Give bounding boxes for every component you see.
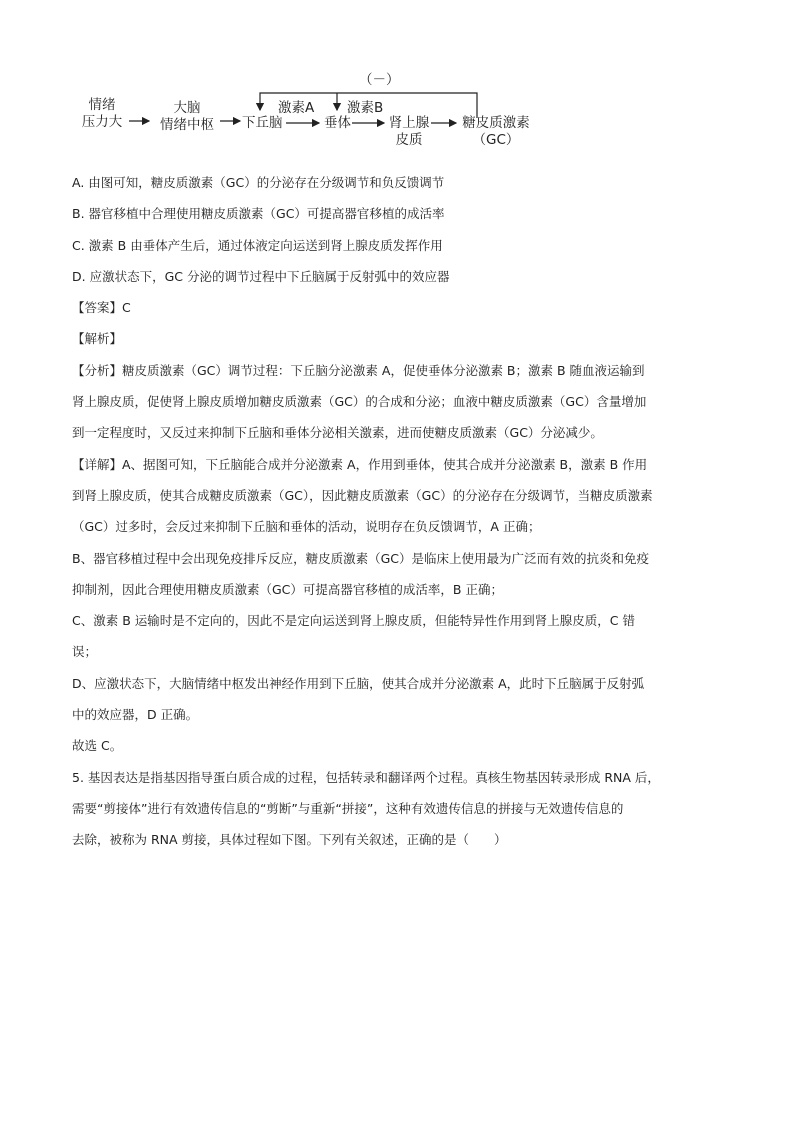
question5-line: 去除，被称为 RNA 剪接，具体过程如下图。下列有关叙述，正确的是（ ）	[72, 832, 507, 848]
analysis-line: D、应激状态下，大脑情绪中枢发出神经作用到下丘脑，使其合成并分泌激素 A，此时下丘脑属于反射弧	[72, 675, 645, 691]
label-hormone-b: 激素B	[347, 100, 384, 116]
node-gc: 糖皮质激素 （GC）	[462, 115, 530, 148]
analysis-line: 误；	[72, 644, 98, 660]
analysis-line: B、器官移植过程中会出现免疫排斥反应，糖皮质激素（GC）是临床上使用最为广泛而有效的抗炎和免疫	[72, 550, 649, 566]
node-adrenal-cortex: 肾上腺 皮质	[388, 115, 430, 148]
answer: 【答案】C	[72, 300, 131, 316]
label-hormone-a: 激素A	[278, 100, 315, 116]
analysis-line: C、激素 B 运输时是不定向的，因此不是定向运送到肾上腺皮质，但能特异性作用到肾上腺皮质，C 错	[72, 613, 635, 629]
feedback-label: （－）	[359, 72, 400, 88]
analysis-heading: 【解析】	[72, 331, 123, 347]
option-c: C. 激素 B 由垂体产生后，通过体液定向运送到肾上腺皮质发挥作用	[72, 237, 443, 253]
analysis-line: 到肾上腺皮质，使其合成糖皮质激素（GC），因此糖皮质激素（GC）的分泌存在分级调节，当糖皮质激素	[72, 487, 653, 503]
analysis-line: （GC）过多时，会反过来抑制下丘脑和垂体的活动，说明存在负反馈调节，A 正确；	[72, 519, 541, 535]
question5-line: 5. 基因表达是指基因指导蛋白质合成的过程，包括转录和翻译两个过程。真核生物基因转录形成 RNA 后，	[72, 769, 660, 785]
option-a: A. 由图可知，糖皮质激素（GC）的分泌存在分级调节和负反馈调节	[72, 175, 445, 190]
option-d: D. 应激状态下，GC 分泌的调节过程中下丘脑属于反射弧中的效应器	[72, 268, 450, 284]
analysis-line: 中的效应器，D 正确。	[72, 707, 199, 723]
hormone-regulation-diagram	[76, 68, 536, 158]
node-emotion-stress: 情绪 压力大	[81, 97, 123, 130]
question5-line: 需要“剪接体”进行有效遗传信息的“剪断”与重新“拼接”，这种有效遗传信息的拼接与无效遗传信息的	[72, 800, 624, 816]
analysis-line: 到一定程度时，又反过来抑制下丘脑和垂体分泌相关激素，进而使糖皮质激素（GC）分泌减少。	[72, 425, 603, 441]
node-hypothalamus: 下丘脑	[242, 115, 283, 131]
option-b: B. 器官移植中合理使用糖皮质激素（GC）可提高器官移植的成活率	[72, 206, 445, 222]
analysis-line: 【分析】糖皮质激素（GC）调节过程：下丘脑分泌激素 A，促使垂体分泌激素 B；激素 B 随血液运输到	[72, 362, 645, 378]
question-content	[72, 167, 742, 856]
analysis-line: 抑制剂，因此合理使用糖皮质激素（GC）可提高器官移植的成活率，B 正确；	[72, 581, 503, 597]
analysis-line: 肾上腺皮质，促使肾上腺皮质增加糖皮质激素（GC）的合成和分泌；血液中糖皮质激素（GC）含量增加	[72, 394, 647, 410]
node-brain-center: 大脑 情绪中枢	[160, 100, 214, 133]
analysis-line: 【详解】A、据图可知，下丘脑能合成并分泌激素 A，作用到垂体，使其合成并分泌激素 B，激素 B 作用	[72, 456, 648, 472]
node-pituitary: 垂体	[324, 115, 351, 131]
analysis-line: 故选 C。	[72, 738, 123, 754]
